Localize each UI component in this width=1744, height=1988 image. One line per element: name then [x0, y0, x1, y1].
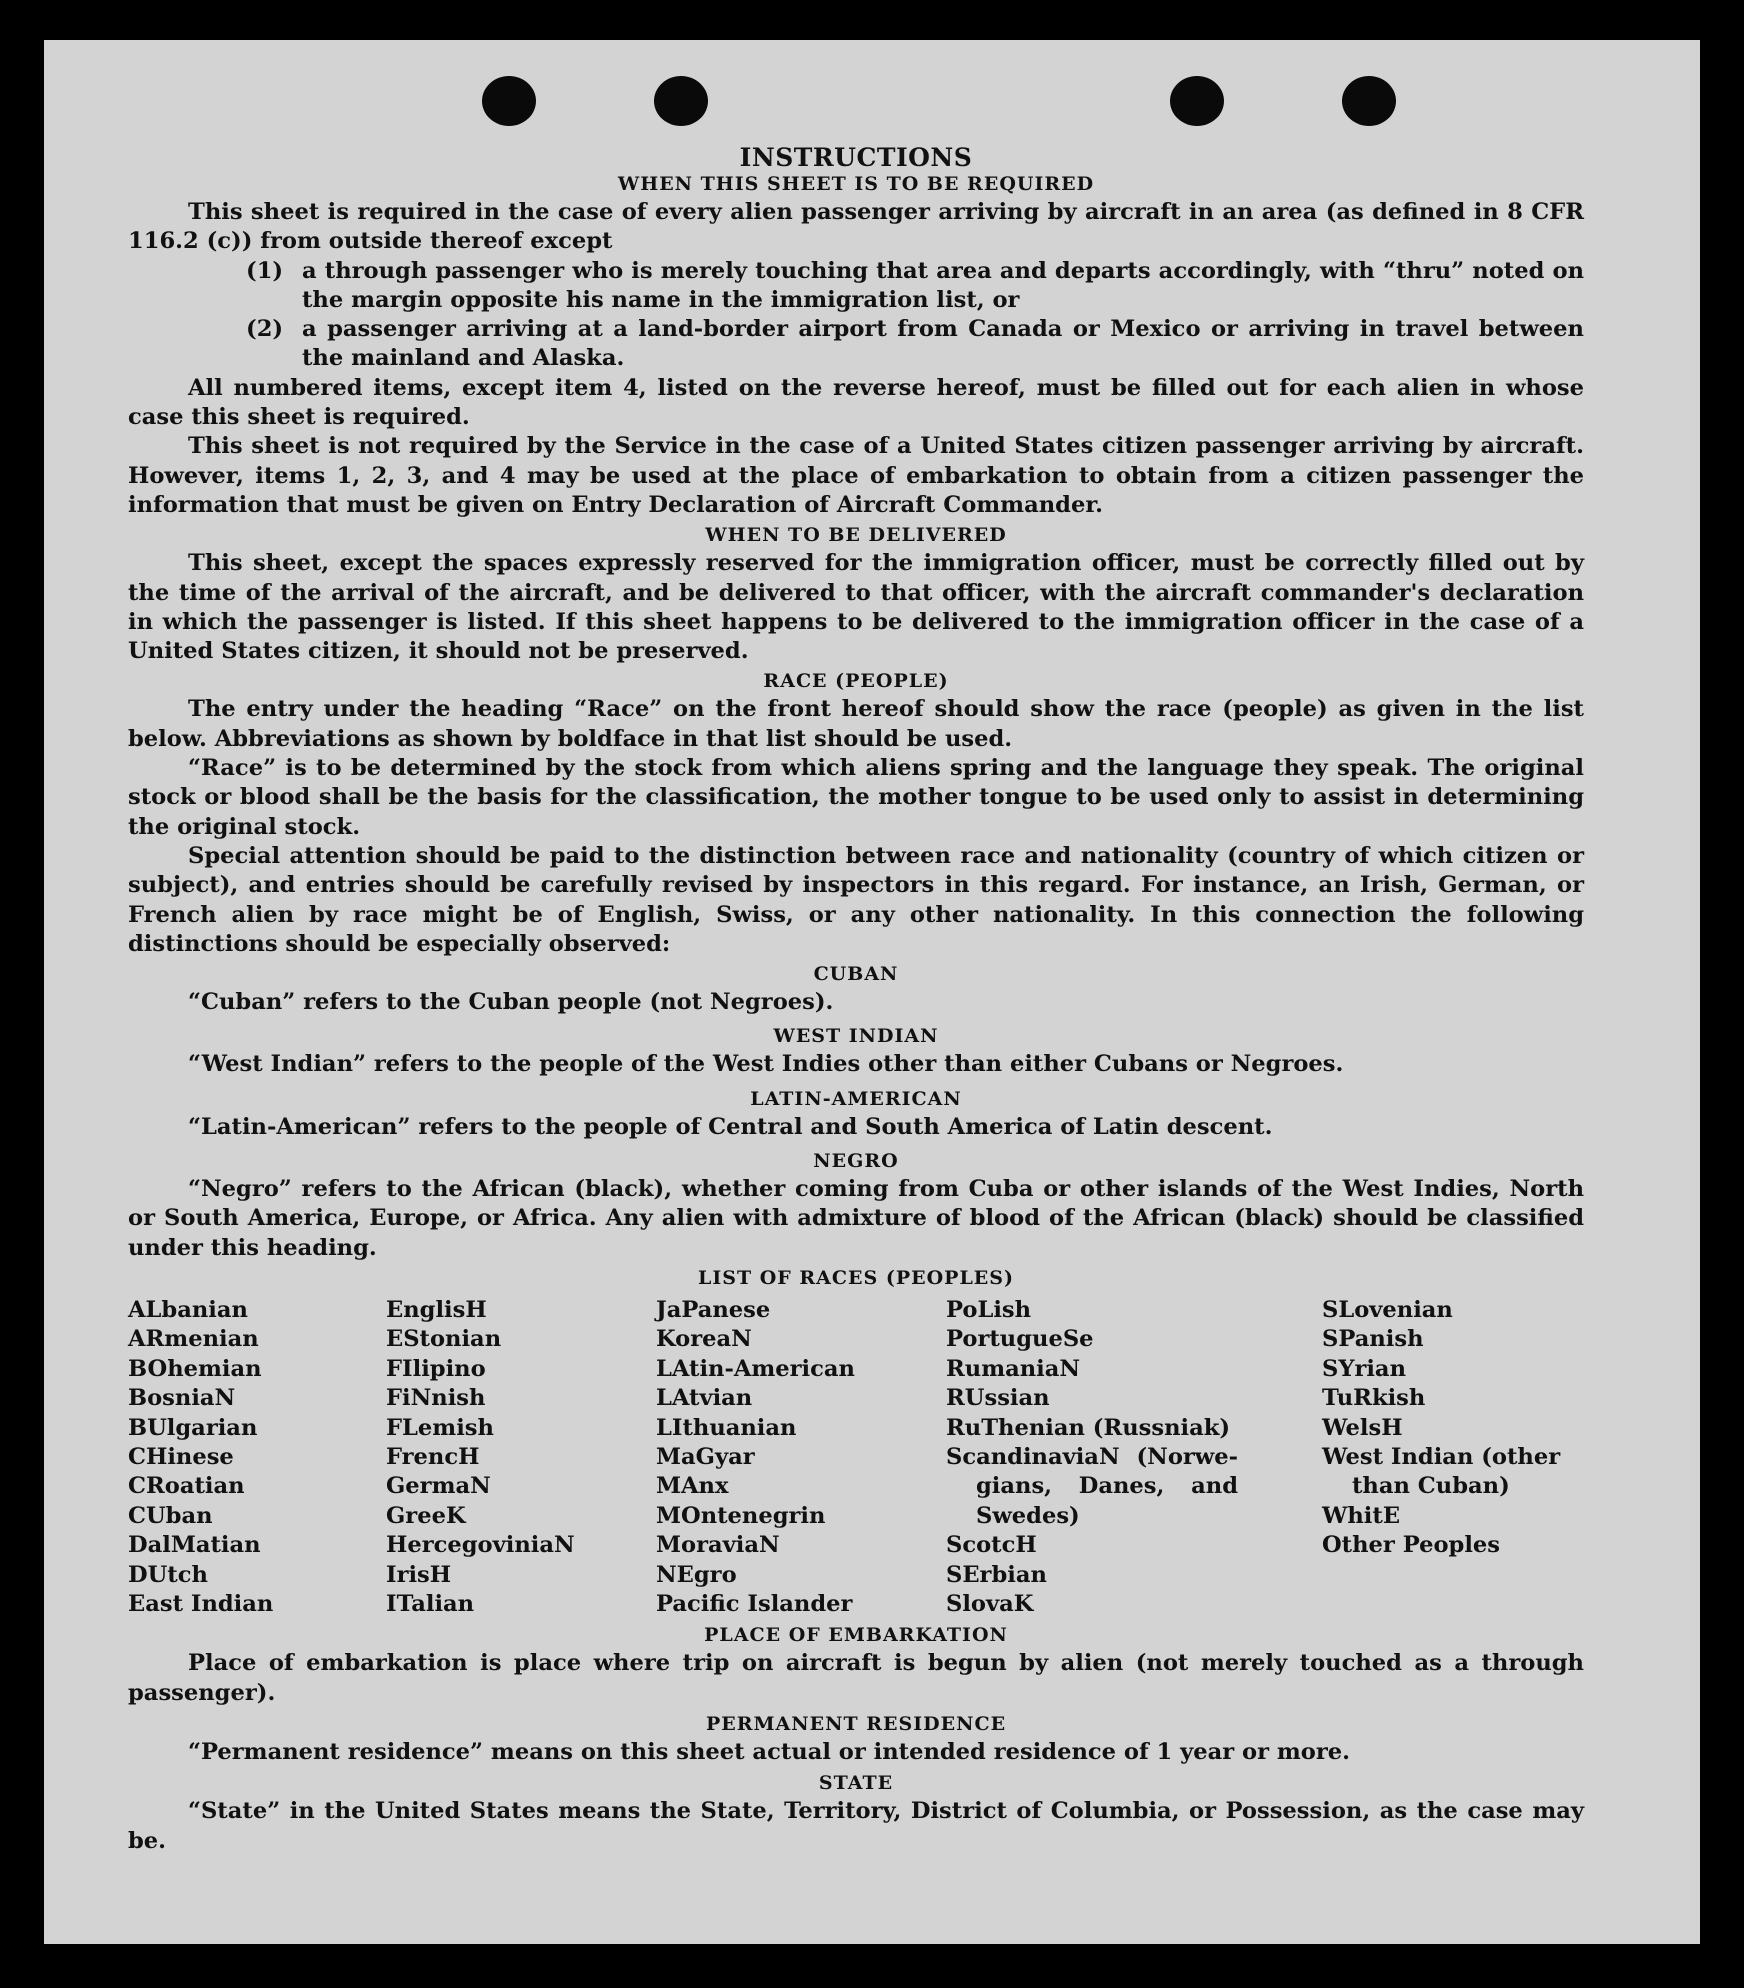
- race-paragraph-2: “Race” is to be determined by the stock from which aliens spring and the language they speak. The original stock or blood shall be the basis for the classification, the mother tongue to be used only to assist in determining the original stock.: [128, 755, 1584, 840]
- race-item: SlovaK: [946, 1590, 1034, 1617]
- race-item: ScandinaviaN (Norwe-: [946, 1443, 1238, 1470]
- race-column-4-bottom: [946, 1531, 1322, 1619]
- race-item: EnglisH: [386, 1296, 487, 1323]
- race-item: ALbanian: [128, 1296, 248, 1323]
- latin-american-paragraph: “Latin-American” refers to the people of Central and South America of Latin descent.: [188, 1113, 1273, 1140]
- race-item-continued: gians, Danes, and: [976, 1473, 1238, 1500]
- race-item: PortugueSe: [946, 1326, 1094, 1353]
- race-item: LAtvian: [656, 1385, 753, 1412]
- race-column-4-top: [946, 1296, 1322, 1443]
- race-item: RuThenian (Russniak): [946, 1414, 1231, 1441]
- race-item: MOntenegrin: [656, 1502, 826, 1529]
- race-item: SYrian: [1322, 1355, 1406, 1382]
- race-item: RumaniaN: [946, 1355, 1081, 1382]
- document-page: [44, 40, 1700, 1944]
- race-item: FIlipino: [386, 1355, 486, 1382]
- race-item: CRoatian: [128, 1473, 245, 1500]
- state-paragraph: “State” in the United States means the State, Territory, District of Columbia, or Possession, as the case may be.: [128, 1798, 1584, 1854]
- heading-when-delivered: WHEN TO BE DELIVERED: [705, 524, 1007, 547]
- item-text: a passenger arriving at a land-border airport from Canada or Mexico or arriving in travel between the mainland and Alaska.: [302, 316, 1584, 372]
- item-number: (2): [246, 316, 284, 343]
- heading-latin-american: LATIN-AMERICAN: [750, 1087, 962, 1110]
- race-item: EStonian: [386, 1326, 502, 1353]
- race-item: FLemish: [386, 1414, 494, 1441]
- when-required-intro: This sheet is required in the case of every alien passenger arriving by aircraft in an area (as defined in 8 CFR 116.2 (c)) from outside thereof except: [128, 199, 1584, 255]
- race-column-2: [386, 1296, 656, 1619]
- west-indian-paragraph: “West Indian” refers to the people of the West Indies other than either Cubans or Negroes.: [188, 1051, 1344, 1078]
- embarkation-paragraph: Place of embarkation is place where trip on aircraft is begun by alien (not merely touched as a through passenger).: [128, 1650, 1584, 1706]
- heading-west-indian: WEST INDIAN: [773, 1025, 939, 1048]
- race-item-continued: Swedes): [976, 1502, 1080, 1529]
- negro-paragraph: “Negro” refers to the African (black), whether coming from Cuba or other islands of the West Indies, North or South America, Europe, or Africa. Any alien with admixture of blood of the African (black) should be classified under this heading.: [128, 1176, 1584, 1261]
- heading-list-of-races: LIST OF RACES (PEOPLES): [698, 1266, 1014, 1289]
- when-delivered-paragraph: This sheet, except the spaces expressly reserved for the immigration officer, must be correctly filled out by the time of the arrival of the aircraft, and be delivered to that officer, with the aircraft commander's declaration in which the passenger is listed. If this sheet happens to be delivered to the immigration officer in the case of a United States citizen, it should not be preserved.: [128, 550, 1584, 665]
- race-item: Other Peoples: [1322, 1532, 1500, 1559]
- race-column-5-bottom: [1322, 1502, 1584, 1561]
- heading-permanent-residence: PERMANENT RESIDENCE: [705, 1712, 1007, 1735]
- race-item: SPanish: [1322, 1326, 1424, 1353]
- exception-item-1: [128, 257, 1584, 316]
- race-item: GreeK: [386, 1502, 466, 1529]
- race-item: WelsH: [1322, 1414, 1403, 1441]
- race-item: PoLish: [946, 1296, 1032, 1323]
- race-item: Pacific Islander: [656, 1590, 853, 1617]
- race-item: TuRkish: [1322, 1385, 1426, 1412]
- heading-cuban: CUBAN: [813, 963, 899, 986]
- race-item: CHinese: [128, 1443, 234, 1470]
- race-item: SErbian: [946, 1561, 1047, 1588]
- race-item: IrisH: [386, 1561, 452, 1588]
- exception-item-2: [128, 315, 1584, 374]
- race-item: MaGyar: [656, 1443, 755, 1470]
- race-item: NEgro: [656, 1561, 737, 1588]
- race-column-5-top: [1322, 1296, 1584, 1443]
- race-item: West Indian (other: [1322, 1443, 1561, 1470]
- race-item-continued: than Cuban): [1352, 1473, 1510, 1500]
- race-item: RUssian: [946, 1385, 1050, 1412]
- instructions-body: [128, 138, 1584, 1856]
- heading-state: STATE: [818, 1772, 894, 1795]
- punch-hole: [482, 76, 536, 126]
- race-item: DUtch: [128, 1561, 208, 1588]
- heading-embarkation: PLACE OF EMBARKATION: [704, 1624, 1008, 1647]
- race-item: ARmenian: [128, 1326, 259, 1353]
- race-item: BUlgarian: [128, 1414, 258, 1441]
- race-item: JaPanese: [656, 1296, 771, 1323]
- punch-hole: [654, 76, 708, 126]
- race-item: East Indian: [128, 1590, 274, 1617]
- race-item: HercegoviniaN: [386, 1532, 575, 1559]
- race-item: ITalian: [386, 1590, 475, 1617]
- numbered-items-paragraph: All numbered items, except item 4, listed on the reverse hereof, must be filled out for each alien in whose case this sheet is required.: [128, 374, 1584, 431]
- race-item: CUban: [128, 1502, 213, 1529]
- citizen-paragraph: This sheet is not required by the Service in the case of a United States citizen passenger arriving by aircraft. However, items 1, 2, 3, and 4 may be used at the place of embarkation to obtain from a citizen passenger the information that must be given on Entry Declaration of Aircraft Commander.: [128, 433, 1584, 518]
- race-item: MoraviaN: [656, 1532, 780, 1559]
- item-text: a through passenger who is merely touching that area and departs accordingly, with “thru” noted on the margin opposite his name in the immigration list, or: [302, 257, 1584, 313]
- race-paragraph-1: The entry under the heading “Race” on the front hereof should show the race (people) as given in the list below. Abbreviations as shown by boldface in that list should be used.: [128, 696, 1584, 752]
- race-column-4: [946, 1296, 1322, 1619]
- race-item: DalMatian: [128, 1532, 261, 1559]
- race-item: FrencH: [386, 1443, 480, 1470]
- heading-race: RACE (PEOPLE): [763, 670, 949, 693]
- race-column-5: [1322, 1296, 1584, 1619]
- race-item: LIthuanian: [656, 1414, 797, 1441]
- race-item: BOhemian: [128, 1355, 262, 1382]
- heading-when-required: WHEN THIS SHEET IS TO BE REQUIRED: [617, 173, 1095, 195]
- punch-hole: [1342, 76, 1396, 126]
- race-item: BosniaN: [128, 1385, 236, 1412]
- race-item: FiNnish: [386, 1385, 486, 1412]
- race-item: KoreaN: [656, 1326, 752, 1353]
- race-paragraph-3: Special attention should be paid to the distinction between race and nationality (country of which citizen or subject), and entries should be carefully revised by inspectors in this regard. For instance, an Irish, German, or French alien by race might be of English, Swiss, or any other nationality. In this connection the following distinctions should be especially observed:: [128, 842, 1584, 957]
- race-column-3: [656, 1296, 946, 1619]
- page-title: INSTRUCTIONS: [739, 143, 973, 172]
- residence-paragraph: “Permanent residence” means on this sheet actual or intended residence of 1 year or more.: [188, 1738, 1351, 1765]
- race-item: WhitE: [1322, 1502, 1401, 1529]
- race-item: LAtin-American: [656, 1355, 855, 1382]
- punch-hole: [1170, 76, 1224, 126]
- race-item: ScotcH: [946, 1532, 1037, 1559]
- race-list: [128, 1296, 1584, 1619]
- heading-negro: NEGRO: [813, 1150, 899, 1173]
- item-number: (1): [246, 257, 284, 284]
- race-item: MAnx: [656, 1473, 729, 1500]
- race-item: SLovenian: [1322, 1296, 1453, 1323]
- cuban-paragraph: “Cuban” refers to the Cuban people (not Negroes).: [188, 989, 834, 1016]
- race-item: GermaN: [386, 1473, 491, 1500]
- race-column-1: [128, 1296, 386, 1619]
